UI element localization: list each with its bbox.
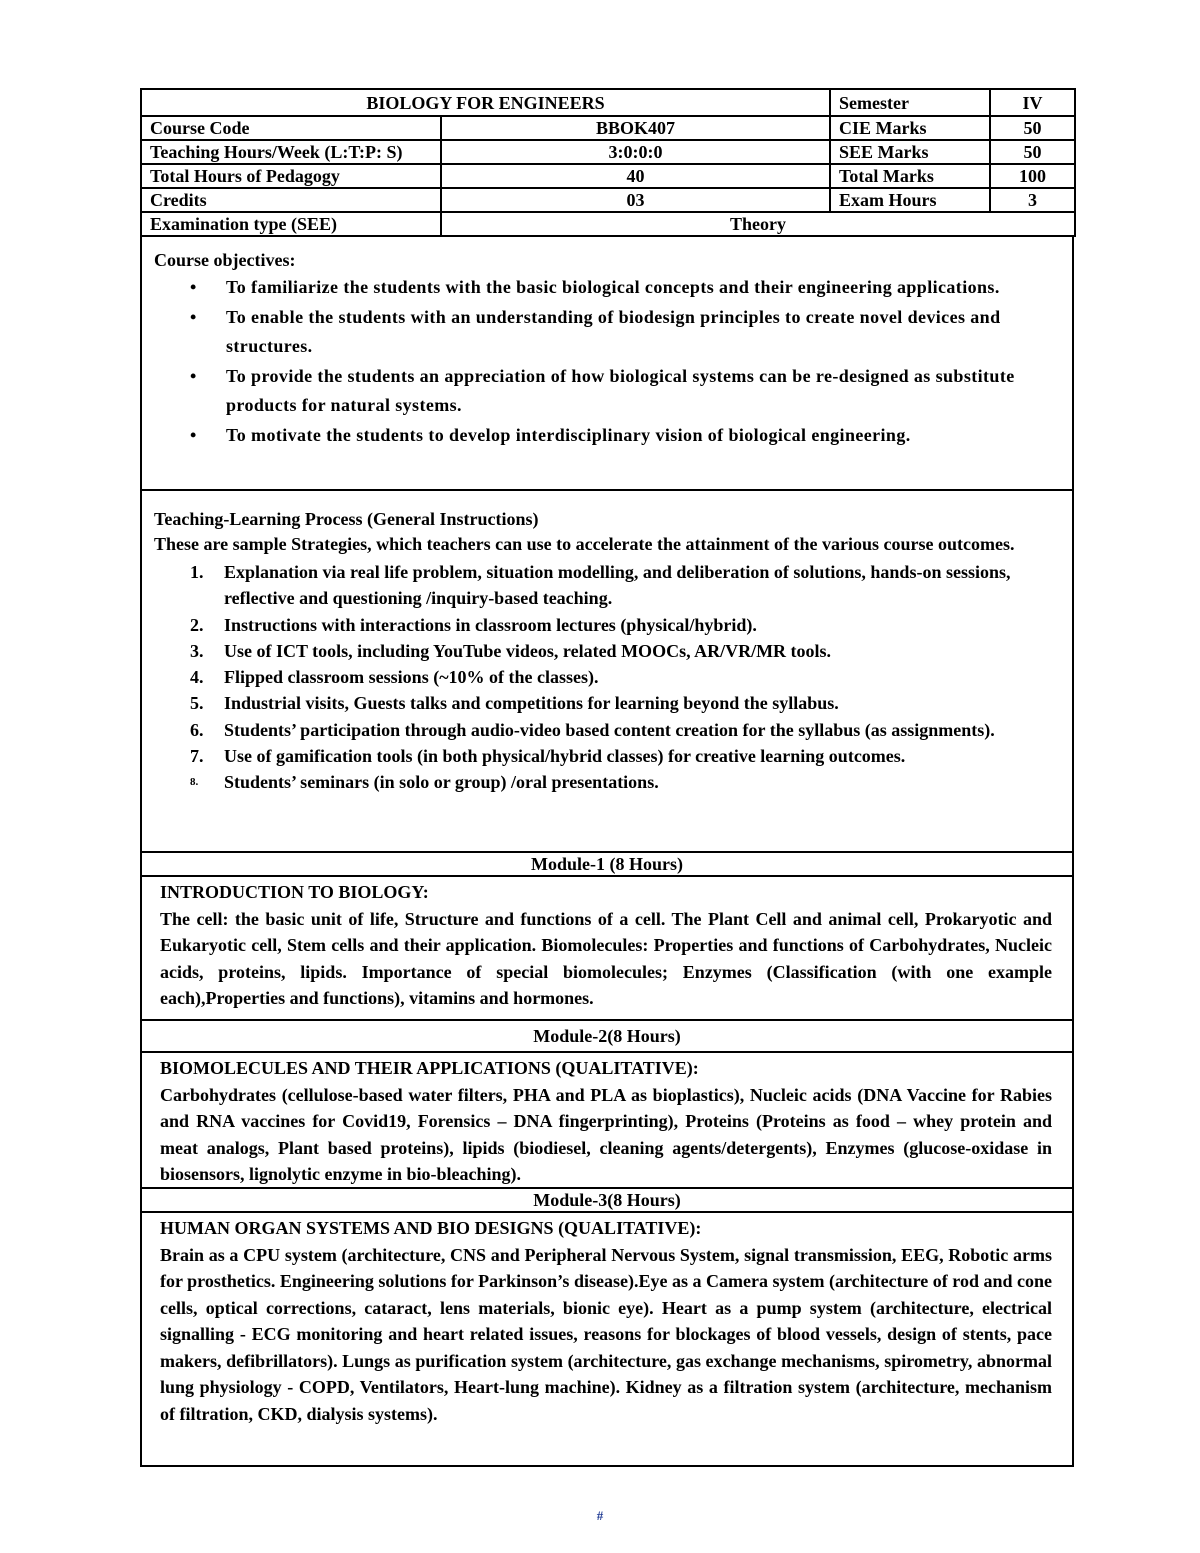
info-right-value: 100 [990, 164, 1075, 188]
module-1-title: INTRODUCTION TO BIOLOGY: [160, 882, 429, 902]
item-number: 8. [190, 776, 199, 789]
list-item [154, 664, 1060, 690]
exam-type-row [141, 212, 1075, 236]
info-right-label: SEE Marks [830, 140, 990, 164]
module-1-body [140, 877, 1074, 1021]
objective-text: To enable the students with an understanding of biodesign principles to create novel devices and structures. [226, 306, 1001, 356]
item-number: 1. [190, 562, 204, 582]
info-right-label: Total Marks [830, 164, 990, 188]
info-row [141, 164, 1075, 188]
list-item [154, 421, 1060, 451]
info-value: BBOK407 [441, 116, 830, 140]
item-text: Industrial visits, Guests talks and competitions for learning beyond the syllabus. [224, 693, 839, 714]
teaching-heading: Teaching-Learning Process (General Instructions) [154, 509, 539, 529]
info-value: 40 [441, 164, 830, 188]
item-number: 6. [190, 719, 204, 740]
item-number: 5. [190, 693, 204, 714]
info-row [141, 188, 1075, 212]
objective-text: To familiarize the students with the basic biological concepts and their engineering applications. [226, 277, 1000, 297]
module-2-content: Carbohydrates (cellulose-based water filters, PHA and PLA as bioplastics), Nucleic acids (DNA Vaccine for Rabies and RNA vaccines for Covid19, Forensics – DNA fingerprinting), Proteins (Proteins as food – whey protein and meat analogs, Plant based proteins), lipids (biodiesel, cleaning agents/detergents), Enzymes (glucose-oxidase in biosensors, lignolytic enzyme in bio-bleaching). [160, 1084, 1052, 1184]
module-1-content: The cell: the basic unit of life, Structure and functions of a cell. The Plant Cell and animal cell, Prokaryotic and Eukaryotic cell, Stem cells and their application. Biomolecules: Properties and functions of Carbohydrates, Nucleic acids, proteins, lipids. Importance of special biomolecules; Enzymes (Classification (with one example each),Properties and functions), vitamins and hormones. [160, 908, 1052, 1008]
info-label: Teaching Hours/Week (L:T:P: S) [141, 140, 441, 164]
module-2-header: Module-2(8 Hours) [140, 1021, 1074, 1053]
exam-type-label: Examination type (SEE) [141, 212, 441, 236]
info-right-value: 50 [990, 116, 1075, 140]
list-item [154, 769, 1060, 795]
info-row [141, 116, 1075, 140]
course-info-table [140, 88, 1076, 237]
info-value: 3:0:0:0 [441, 140, 830, 164]
info-label: Course Code [141, 116, 441, 140]
item-number: 4. [190, 667, 204, 688]
info-label: Credits [141, 188, 441, 212]
module-3-content: Brain as a CPU system (architecture, CNS and Peripheral Nervous System, signal transmission, EEG, Robotic arms for prosthetics. Engineering solutions for Parkinson’s disease).Eye as a Camera system (architecture of rod and cone cells, optical corrections, cataract, lens materials, bionic eye). Heart as a pump system (architecture, electrical signalling - ECG monitoring and heart related issues, reasons for blockages of blood vessels, design of stents, pace makers, defibrillators). Lungs as purification system (architecture, gas exchange mechanisms, spirometry, abnormal lung physiology - COPD, Ventilators, Heart-lung machine). Kidney as a filtration system (architecture, mechanism of filtration, CKD, dialysis systems). [160, 1244, 1052, 1424]
item-number: 3. [190, 640, 204, 661]
teaching-intro: These are sample Strategies, which teachers can use to accelerate the attainment of the various course outcomes. [154, 534, 1015, 554]
item-number: 7. [190, 746, 204, 767]
course-objectives-section [140, 237, 1074, 491]
info-label: Total Hours of Pedagogy [141, 164, 441, 188]
module-3-title: HUMAN ORGAN SYSTEMS AND BIO DESIGNS (QUALITATIVE): [160, 1218, 702, 1238]
teaching-list [154, 559, 1060, 796]
module-2-title: BIOMOLECULES AND THEIR APPLICATIONS (QUALITATIVE): [160, 1058, 699, 1078]
list-item [154, 690, 1060, 716]
item-text: Use of ICT tools, including YouTube videos, related MOOCs, AR/VR/MR tools. [224, 640, 832, 661]
list-item [154, 612, 1060, 638]
title-row [141, 89, 1075, 116]
list-item [154, 362, 1060, 421]
module-2-body [140, 1053, 1074, 1189]
item-number: 2. [190, 614, 204, 635]
bullet-icon: • [190, 365, 197, 386]
objectives-list [154, 273, 1060, 450]
item-text: Students’ participation through audio-video based content creation for the syllabus (as assignments). [224, 719, 995, 740]
list-item [154, 303, 1060, 362]
list-item [154, 743, 1060, 769]
info-right-value: 50 [990, 140, 1075, 164]
bullet-icon: • [190, 424, 197, 445]
info-right-label: CIE Marks [830, 116, 990, 140]
info-row [141, 140, 1075, 164]
objective-text: To motivate the students to develop interdisciplinary vision of biological engineering. [226, 424, 911, 445]
module-1-header: Module-1 (8 Hours) [140, 853, 1074, 877]
info-right-value: 3 [990, 188, 1075, 212]
exam-type-value: Theory [441, 212, 1075, 236]
bullet-icon: • [190, 277, 197, 297]
semester-value: IV [990, 89, 1075, 116]
info-right-label: Exam Hours [830, 188, 990, 212]
course-title: BIOLOGY FOR ENGINEERS [141, 89, 830, 116]
page-number-mark: # [596, 1508, 604, 1523]
list-item [154, 638, 1060, 664]
objective-text: To provide the students an appreciation of how biological systems can be re-designed as substitute products for natural systems. [226, 365, 1015, 415]
syllabus-page [140, 88, 1074, 1467]
item-text: Instructions with interactions in classroom lectures (physical/hybrid). [224, 614, 757, 635]
info-value: 03 [441, 188, 830, 212]
list-item [154, 717, 1060, 743]
item-text: Explanation via real life problem, situation modelling, and deliberation of solutions, hands-on sessions, reflective and questioning /inquiry-based teaching. [224, 562, 1011, 609]
module-3-header: Module-3(8 Hours) [140, 1189, 1074, 1213]
item-text: Flipped classroom sessions (~10% of the classes). [224, 667, 599, 688]
objectives-heading: Course objectives: [154, 250, 296, 270]
list-item [154, 559, 1060, 612]
module-3-body [140, 1213, 1074, 1467]
item-text: Use of gamification tools (in both physical/hybrid classes) for creative learning outcomes. [224, 746, 906, 767]
bullet-icon: • [190, 306, 197, 327]
list-item [154, 273, 1060, 303]
item-text: Students’ seminars (in solo or group) /oral presentations. [224, 772, 659, 793]
teaching-learning-section [140, 491, 1074, 853]
semester-label: Semester [830, 89, 990, 116]
